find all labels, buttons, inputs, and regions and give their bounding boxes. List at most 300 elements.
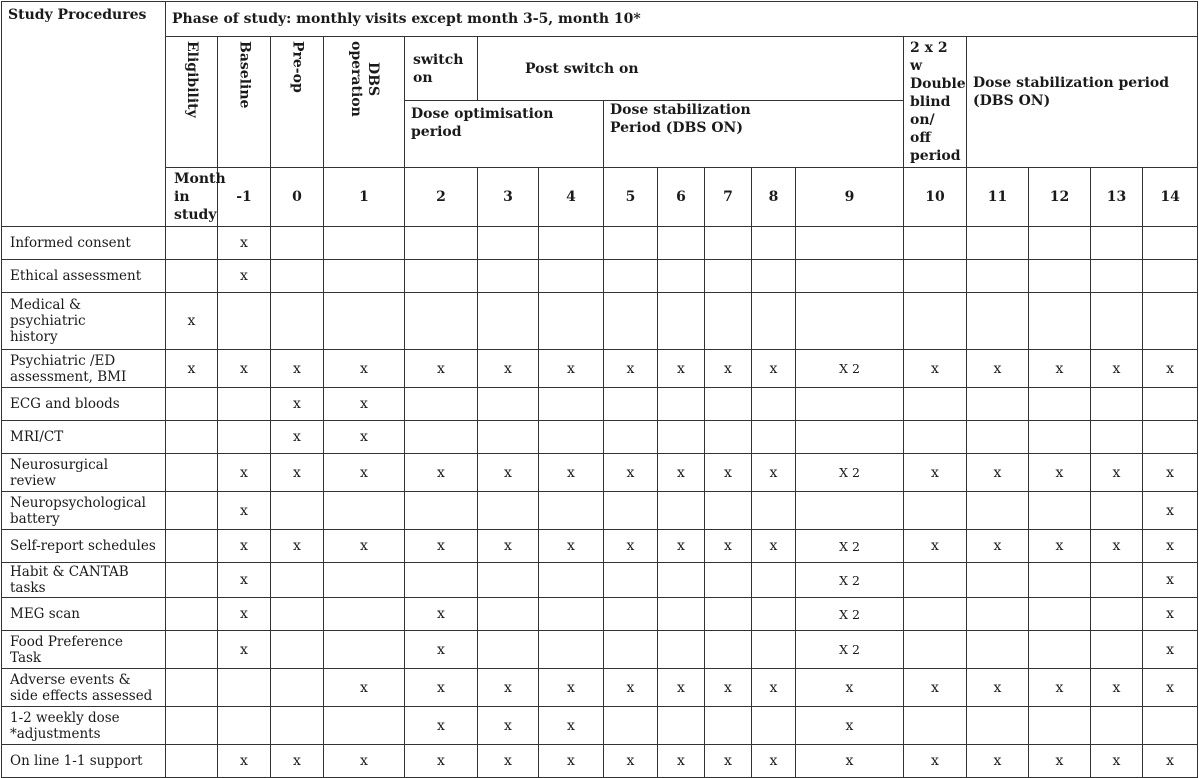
schedule-cell xyxy=(1143,260,1198,293)
table-row xyxy=(2,388,1198,421)
schedule-cell: x xyxy=(405,631,478,669)
schedule-cell: x xyxy=(604,745,658,778)
schedule-cell xyxy=(218,388,271,421)
schedule-cell: x xyxy=(539,745,604,778)
schedule-cell xyxy=(705,388,752,421)
procedure-label: Ethical assessment xyxy=(2,260,166,293)
schedule-cell: x xyxy=(1143,631,1198,669)
schedule-cell: x xyxy=(478,454,539,492)
schedule-cell xyxy=(539,563,604,598)
schedule-cell xyxy=(218,293,271,350)
schedule-cell: x xyxy=(967,669,1029,707)
procedure-label: ECG and bloods xyxy=(2,388,166,421)
schedule-cell: x xyxy=(1091,745,1143,778)
month-header-cell: 3 xyxy=(478,168,539,227)
schedule-cell xyxy=(967,293,1029,350)
schedule-cell xyxy=(752,421,796,454)
month-header-cell: 13 xyxy=(1091,168,1143,227)
schedule-cell xyxy=(271,260,324,293)
schedule-cell xyxy=(658,421,705,454)
schedule-cell: x xyxy=(705,669,752,707)
schedule-cell: x xyxy=(796,745,904,778)
schedule-cell xyxy=(271,598,324,631)
schedule-cell: x xyxy=(218,563,271,598)
schedule-cell: X 2 xyxy=(796,563,904,598)
procedure-label: Medical & psychiatric history xyxy=(2,293,166,350)
schedule-cell: x xyxy=(796,669,904,707)
schedule-cell: x xyxy=(658,454,705,492)
schedule-cell xyxy=(658,598,705,631)
schedule-cell xyxy=(604,421,658,454)
month-header-cell: 7 xyxy=(705,168,752,227)
procedure-label: Neuropsychological battery xyxy=(2,492,166,530)
schedule-cell xyxy=(904,421,967,454)
schedule-cell xyxy=(967,421,1029,454)
schedule-cell xyxy=(796,421,904,454)
schedule-cell xyxy=(218,669,271,707)
schedule-cell: x xyxy=(904,454,967,492)
schedule-cell xyxy=(604,227,658,260)
schedule-cell xyxy=(705,707,752,745)
schedule-cell: x xyxy=(604,530,658,563)
table-row xyxy=(2,669,1198,707)
schedule-cell xyxy=(904,598,967,631)
baseline-header: Baseline xyxy=(218,37,271,168)
schedule-cell xyxy=(967,707,1029,745)
schedule-cell xyxy=(166,631,218,669)
schedule-cell xyxy=(478,260,539,293)
schedule-cell xyxy=(1029,388,1091,421)
schedule-cell: x xyxy=(218,598,271,631)
schedule-cell xyxy=(658,227,705,260)
schedule-cell: x xyxy=(967,350,1029,388)
schedule-cell xyxy=(1029,598,1091,631)
schedule-cell xyxy=(1091,492,1143,530)
schedule-cell: x xyxy=(324,745,405,778)
schedule-cell xyxy=(1029,421,1091,454)
schedule-cell: x xyxy=(967,530,1029,563)
schedule-cell xyxy=(658,492,705,530)
schedule-cell xyxy=(405,388,478,421)
schedule-cell: X 2 xyxy=(796,631,904,669)
table-row xyxy=(2,227,1198,260)
dose-stabilization-header: Dose stabilization Period (DBS ON) xyxy=(604,101,904,168)
schedule-cell xyxy=(539,260,604,293)
schedule-cell xyxy=(539,421,604,454)
study-procedures-table xyxy=(1,1,1198,778)
schedule-cell xyxy=(904,227,967,260)
schedule-cell xyxy=(271,293,324,350)
schedule-cell xyxy=(604,598,658,631)
schedule-cell xyxy=(796,388,904,421)
table-row xyxy=(2,421,1198,454)
schedule-cell xyxy=(967,563,1029,598)
schedule-cell: x xyxy=(604,669,658,707)
schedule-cell: x xyxy=(705,530,752,563)
schedule-cell: X 2 xyxy=(796,454,904,492)
procedure-label: Adverse events & side effects assessed xyxy=(2,669,166,707)
schedule-cell xyxy=(967,492,1029,530)
schedule-cell xyxy=(904,563,967,598)
schedule-cell xyxy=(604,260,658,293)
schedule-cell xyxy=(324,492,405,530)
schedule-cell xyxy=(271,707,324,745)
schedule-cell: x xyxy=(1143,598,1198,631)
schedule-cell: x xyxy=(658,745,705,778)
schedule-cell: x xyxy=(478,350,539,388)
procedure-label: 1-2 weekly dose *adjustments xyxy=(2,707,166,745)
schedule-cell: x xyxy=(324,530,405,563)
schedule-cell xyxy=(967,260,1029,293)
schedule-cell xyxy=(752,388,796,421)
schedule-cell: x xyxy=(324,421,405,454)
schedule-cell: x xyxy=(904,350,967,388)
schedule-cell: x xyxy=(658,669,705,707)
schedule-cell xyxy=(658,631,705,669)
schedule-cell xyxy=(967,227,1029,260)
schedule-cell: x xyxy=(1143,350,1198,388)
schedule-cell: x xyxy=(166,350,218,388)
schedule-cell xyxy=(166,454,218,492)
schedule-cell xyxy=(658,563,705,598)
schedule-cell: x xyxy=(539,350,604,388)
schedule-cell: x xyxy=(1091,669,1143,707)
schedule-cell xyxy=(904,293,967,350)
schedule-cell xyxy=(604,707,658,745)
schedule-cell xyxy=(752,227,796,260)
schedule-cell: x xyxy=(752,669,796,707)
month-header-cell: 12 xyxy=(1029,168,1091,227)
schedule-cell: x xyxy=(271,421,324,454)
schedule-cell xyxy=(752,260,796,293)
schedule-cell xyxy=(752,598,796,631)
schedule-cell xyxy=(904,260,967,293)
procedure-label: MRI/CT xyxy=(2,421,166,454)
phase-title: Phase of study: monthly visits except month 3-5, month 10* xyxy=(166,2,1198,37)
schedule-cell: x xyxy=(1029,530,1091,563)
schedule-cell xyxy=(1091,260,1143,293)
schedule-cell xyxy=(1091,631,1143,669)
schedule-cell: x xyxy=(166,293,218,350)
schedule-cell xyxy=(752,631,796,669)
schedule-cell: x xyxy=(705,745,752,778)
schedule-cell: X 2 xyxy=(796,598,904,631)
schedule-cell xyxy=(752,492,796,530)
schedule-cell: x xyxy=(1091,350,1143,388)
schedule-cell xyxy=(539,388,604,421)
schedule-cell xyxy=(166,388,218,421)
schedule-cell xyxy=(324,707,405,745)
schedule-cell xyxy=(658,260,705,293)
schedule-cell: x xyxy=(405,598,478,631)
schedule-cell xyxy=(166,707,218,745)
schedule-cell xyxy=(478,598,539,631)
month-header-cell: 10 xyxy=(904,168,967,227)
schedule-cell: x xyxy=(324,350,405,388)
schedule-cell: x xyxy=(405,707,478,745)
table-row xyxy=(2,745,1198,778)
schedule-cell: x xyxy=(967,745,1029,778)
month-in-study-label: Month in study xyxy=(166,168,218,227)
schedule-cell xyxy=(271,227,324,260)
schedule-cell xyxy=(604,293,658,350)
schedule-cell xyxy=(1029,227,1091,260)
schedule-cell: x xyxy=(1143,563,1198,598)
schedule-cell xyxy=(1091,293,1143,350)
schedule-cell xyxy=(1029,293,1091,350)
procedure-label: Neurosurgical review xyxy=(2,454,166,492)
post-switch-on-header: Post switch on xyxy=(478,37,904,101)
schedule-cell xyxy=(324,598,405,631)
schedule-cell: x xyxy=(218,745,271,778)
switch-on-header: switch on xyxy=(405,37,478,101)
schedule-cell: x xyxy=(271,388,324,421)
schedule-cell xyxy=(478,293,539,350)
schedule-cell: x xyxy=(324,388,405,421)
schedule-cell xyxy=(166,530,218,563)
schedule-cell xyxy=(604,388,658,421)
schedule-cell xyxy=(1143,707,1198,745)
month-row xyxy=(2,168,1198,227)
schedule-cell: x xyxy=(405,745,478,778)
schedule-cell xyxy=(604,492,658,530)
eligibility-header: Eligibility xyxy=(166,37,218,168)
schedule-cell xyxy=(705,631,752,669)
table-row xyxy=(2,598,1198,631)
schedule-cell xyxy=(705,492,752,530)
schedule-cell xyxy=(967,598,1029,631)
table-row xyxy=(2,350,1198,388)
schedule-cell xyxy=(405,563,478,598)
procedure-label: Self-report schedules xyxy=(2,530,166,563)
schedule-cell xyxy=(752,563,796,598)
schedule-cell: x xyxy=(405,530,478,563)
preop-header: Pre-op xyxy=(271,37,324,168)
schedule-cell: x xyxy=(218,631,271,669)
schedule-cell: x xyxy=(604,350,658,388)
schedule-cell xyxy=(705,598,752,631)
schedule-cell xyxy=(405,293,478,350)
month-header-cell: 1 xyxy=(324,168,405,227)
schedule-cell xyxy=(1091,707,1143,745)
month-header-cell: 4 xyxy=(539,168,604,227)
month-header-cell: 6 xyxy=(658,168,705,227)
schedule-cell: x xyxy=(1029,745,1091,778)
schedule-cell: X 2 xyxy=(796,350,904,388)
schedule-cell: x xyxy=(405,454,478,492)
schedule-cell xyxy=(658,293,705,350)
schedule-cell xyxy=(539,598,604,631)
schedule-cell xyxy=(166,421,218,454)
schedule-cell xyxy=(1091,563,1143,598)
schedule-cell xyxy=(405,492,478,530)
schedule-cell: x xyxy=(1029,454,1091,492)
schedule-cell xyxy=(478,388,539,421)
month-header-cell: 8 xyxy=(752,168,796,227)
schedule-cell xyxy=(752,707,796,745)
schedule-cell: X 2 xyxy=(796,530,904,563)
schedule-cell: x xyxy=(478,530,539,563)
schedule-cell xyxy=(478,563,539,598)
schedule-cell: x xyxy=(752,745,796,778)
month-header-cell: 2 xyxy=(405,168,478,227)
schedule-cell xyxy=(1091,598,1143,631)
table-row xyxy=(2,454,1198,492)
schedule-cell: x xyxy=(1029,669,1091,707)
month-header-cell: -1 xyxy=(218,168,271,227)
schedule-cell xyxy=(271,563,324,598)
procedure-label: Psychiatric /ED assessment, BMI xyxy=(2,350,166,388)
schedule-cell: x xyxy=(218,350,271,388)
schedule-cell xyxy=(405,421,478,454)
month-header-cell: 0 xyxy=(271,168,324,227)
procedure-label: Habit & CANTAB tasks xyxy=(2,563,166,598)
schedule-cell xyxy=(478,421,539,454)
table-row xyxy=(2,631,1198,669)
schedule-cell xyxy=(324,227,405,260)
schedule-cell xyxy=(658,707,705,745)
schedule-cell xyxy=(705,260,752,293)
schedule-cell xyxy=(1029,631,1091,669)
schedule-cell xyxy=(271,631,324,669)
schedule-cell xyxy=(166,598,218,631)
schedule-cell xyxy=(539,227,604,260)
schedule-cell xyxy=(796,260,904,293)
schedule-cell: x xyxy=(271,350,324,388)
schedule-cell: x xyxy=(705,350,752,388)
schedule-cell: x xyxy=(904,530,967,563)
schedule-cell xyxy=(904,388,967,421)
procedure-rows xyxy=(2,227,1198,778)
schedule-cell xyxy=(904,707,967,745)
schedule-cell: x xyxy=(904,669,967,707)
schedule-cell: x xyxy=(1091,454,1143,492)
schedule-cell xyxy=(1029,563,1091,598)
dose-stabilization-period-header: Dose stabilization period (DBS ON) xyxy=(967,37,1198,168)
schedule-cell xyxy=(1091,421,1143,454)
procedure-label: Food Preference Task xyxy=(2,631,166,669)
schedule-cell: x xyxy=(1143,530,1198,563)
month-header-cell: 9 xyxy=(796,168,904,227)
schedule-cell: x xyxy=(218,227,271,260)
schedule-cell xyxy=(705,227,752,260)
schedule-cell xyxy=(166,669,218,707)
schedule-cell xyxy=(271,669,324,707)
schedule-cell: x xyxy=(1143,669,1198,707)
schedule-cell xyxy=(604,563,658,598)
schedule-cell xyxy=(478,227,539,260)
schedule-cell xyxy=(705,293,752,350)
procedure-label: MEG scan xyxy=(2,598,166,631)
schedule-cell xyxy=(539,293,604,350)
month-header-cell: 11 xyxy=(967,168,1029,227)
double-blind-header: 2 x 2 w Double blind on/ off period xyxy=(904,37,967,168)
schedule-cell: x xyxy=(271,745,324,778)
month-header-cell: 14 xyxy=(1143,168,1198,227)
procedure-label: Informed consent xyxy=(2,227,166,260)
procedure-label: On line 1-1 support xyxy=(2,745,166,778)
table-row xyxy=(2,563,1198,598)
schedule-cell: x xyxy=(324,454,405,492)
schedule-cell: x xyxy=(478,669,539,707)
schedule-cell: x xyxy=(796,707,904,745)
schedule-cell xyxy=(405,227,478,260)
schedule-cell: x xyxy=(658,530,705,563)
schedule-cell: x xyxy=(405,669,478,707)
schedule-cell xyxy=(324,293,405,350)
schedule-cell: x xyxy=(1143,745,1198,778)
schedule-cell xyxy=(166,563,218,598)
schedule-cell: x xyxy=(405,350,478,388)
schedule-cell: x xyxy=(324,669,405,707)
schedule-cell xyxy=(166,492,218,530)
schedule-cell: x xyxy=(967,454,1029,492)
schedule-cell xyxy=(405,260,478,293)
schedule-cell xyxy=(166,260,218,293)
schedule-cell xyxy=(1029,260,1091,293)
dose-optimisation-header: Dose optimisation period xyxy=(405,101,604,168)
table-row xyxy=(2,260,1198,293)
schedule-cell: x xyxy=(271,454,324,492)
schedule-cell: x xyxy=(1143,492,1198,530)
schedule-cell: x xyxy=(604,454,658,492)
schedule-cell xyxy=(705,421,752,454)
schedule-cell xyxy=(1143,227,1198,260)
schedule-cell xyxy=(218,707,271,745)
schedule-cell xyxy=(324,631,405,669)
schedule-cell xyxy=(658,388,705,421)
schedule-cell xyxy=(904,631,967,669)
schedule-cell xyxy=(324,563,405,598)
schedule-cell: x xyxy=(539,530,604,563)
schedule-cell: x xyxy=(658,350,705,388)
schedule-cell: x xyxy=(1029,350,1091,388)
table-row xyxy=(2,707,1198,745)
schedule-cell xyxy=(1091,227,1143,260)
month-header-cell: 5 xyxy=(604,168,658,227)
schedule-cell: x xyxy=(752,350,796,388)
schedule-cell: x xyxy=(539,707,604,745)
schedule-cell: x xyxy=(1143,454,1198,492)
schedule-cell: x xyxy=(539,454,604,492)
schedule-cell: x xyxy=(539,669,604,707)
schedule-cell xyxy=(796,227,904,260)
schedule-cell xyxy=(539,492,604,530)
schedule-cell: x xyxy=(218,260,271,293)
schedule-cell xyxy=(166,745,218,778)
schedule-cell xyxy=(796,492,904,530)
schedule-cell xyxy=(752,293,796,350)
schedule-cell xyxy=(1029,492,1091,530)
schedule-cell xyxy=(478,631,539,669)
schedule-cell: x xyxy=(478,745,539,778)
table-row xyxy=(2,530,1198,563)
schedule-cell: x xyxy=(904,745,967,778)
schedule-cell: x xyxy=(478,707,539,745)
schedule-cell xyxy=(1143,421,1198,454)
schedule-cell xyxy=(539,631,604,669)
table-row xyxy=(2,293,1198,350)
schedule-cell xyxy=(967,388,1029,421)
table-row xyxy=(2,492,1198,530)
schedule-cell: x xyxy=(752,530,796,563)
schedule-cell: x xyxy=(271,530,324,563)
schedule-cell xyxy=(796,293,904,350)
schedule-cell xyxy=(604,631,658,669)
schedule-cell xyxy=(271,492,324,530)
schedule-cell xyxy=(166,227,218,260)
schedule-cell xyxy=(1143,388,1198,421)
